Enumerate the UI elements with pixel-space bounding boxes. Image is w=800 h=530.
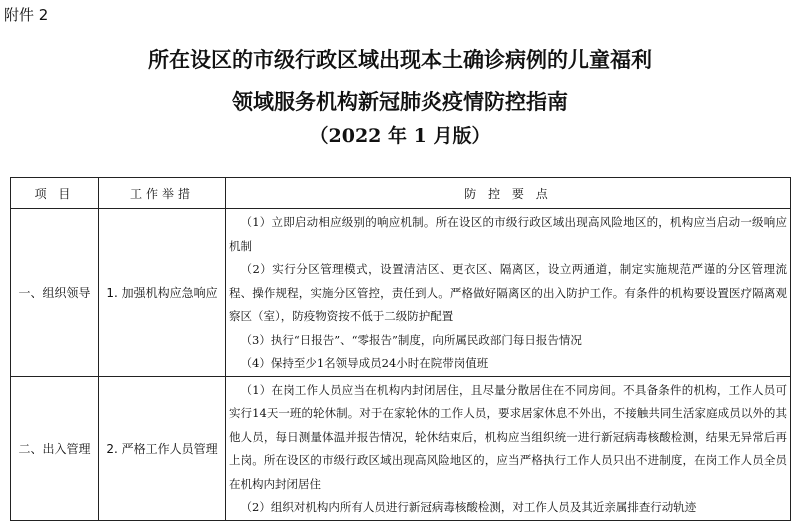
guideline-table xyxy=(10,177,791,521)
key-point: （2）实行分区管理模式，设置清洁区、更衣区、隔离区，设立两通道，制定实施规范严谨的分区管理流程、操作规程，实施分区管控，责任到人。严格做好隔离区的出入防护工作。有条件的机构要设置医疗隔离观察区（室），防疫物资按不低于二级防护配置 xyxy=(229,262,787,323)
key-point: （2）组织对机构内所有人员进行新冠病毒核酸检测，对工作人员及其近亲属排查行动轨迹 xyxy=(240,500,697,514)
document-title-line-2: 领域服务机构新冠肺炎疫情防控指南 xyxy=(232,89,568,114)
row-measure: 1. 加强机构应急响应 xyxy=(99,209,226,377)
table-header-row xyxy=(11,178,791,209)
document-version: （2022 年 1 月版） xyxy=(309,125,491,147)
row-measure: 2. 严格工作人员管理 xyxy=(99,376,226,520)
row-key-points xyxy=(226,209,791,377)
header-measure: 工作举措 xyxy=(99,178,226,209)
table-row xyxy=(11,209,791,377)
row-key-points xyxy=(226,376,791,520)
table-row xyxy=(11,376,791,520)
attachment-label: 附件 2 xyxy=(4,6,49,24)
key-point: （4）保持至少1名领导成员24小时在院带岗值班 xyxy=(240,356,489,370)
row-project: 一、组织领导 xyxy=(11,209,99,377)
header-project: 项 目 xyxy=(11,178,99,209)
document-title-line-1: 所在设区的市级行政区域出现本土确诊病例的儿童福利 xyxy=(148,47,652,72)
key-point: （1）在岗工作人员应当在机构内封闭居住，且尽量分散居住在不同房间。不具备条件的机构，工作人员可实行14天一班的轮休制。对于在家轮休的工作人员，要求居家休息不外出，不接触共同生活家庭成员以外的其他人员，每日测量体温并报告情况，轮休结束后，机构应当组织统一进行新冠病毒核酸检测，结果无异常后再上岗。所在设区的市级行政区域出现高风险地区的，应当严格执行工作人员只出不进制度，在岗工作人员全员在机构内封闭居住 xyxy=(229,382,787,491)
key-point: （1）立即启动相应级别的响应机制。所在设区的市级行政区域出现高风险地区的，机构应当启动一级响应机制 xyxy=(229,215,787,253)
row-project: 二、出入管理 xyxy=(11,376,99,520)
header-key-points: 防 控 要 点 xyxy=(226,178,791,209)
key-point: （3）执行“日报告”、“零报告”制度，向所属民政部门每日报告情况 xyxy=(240,332,582,347)
